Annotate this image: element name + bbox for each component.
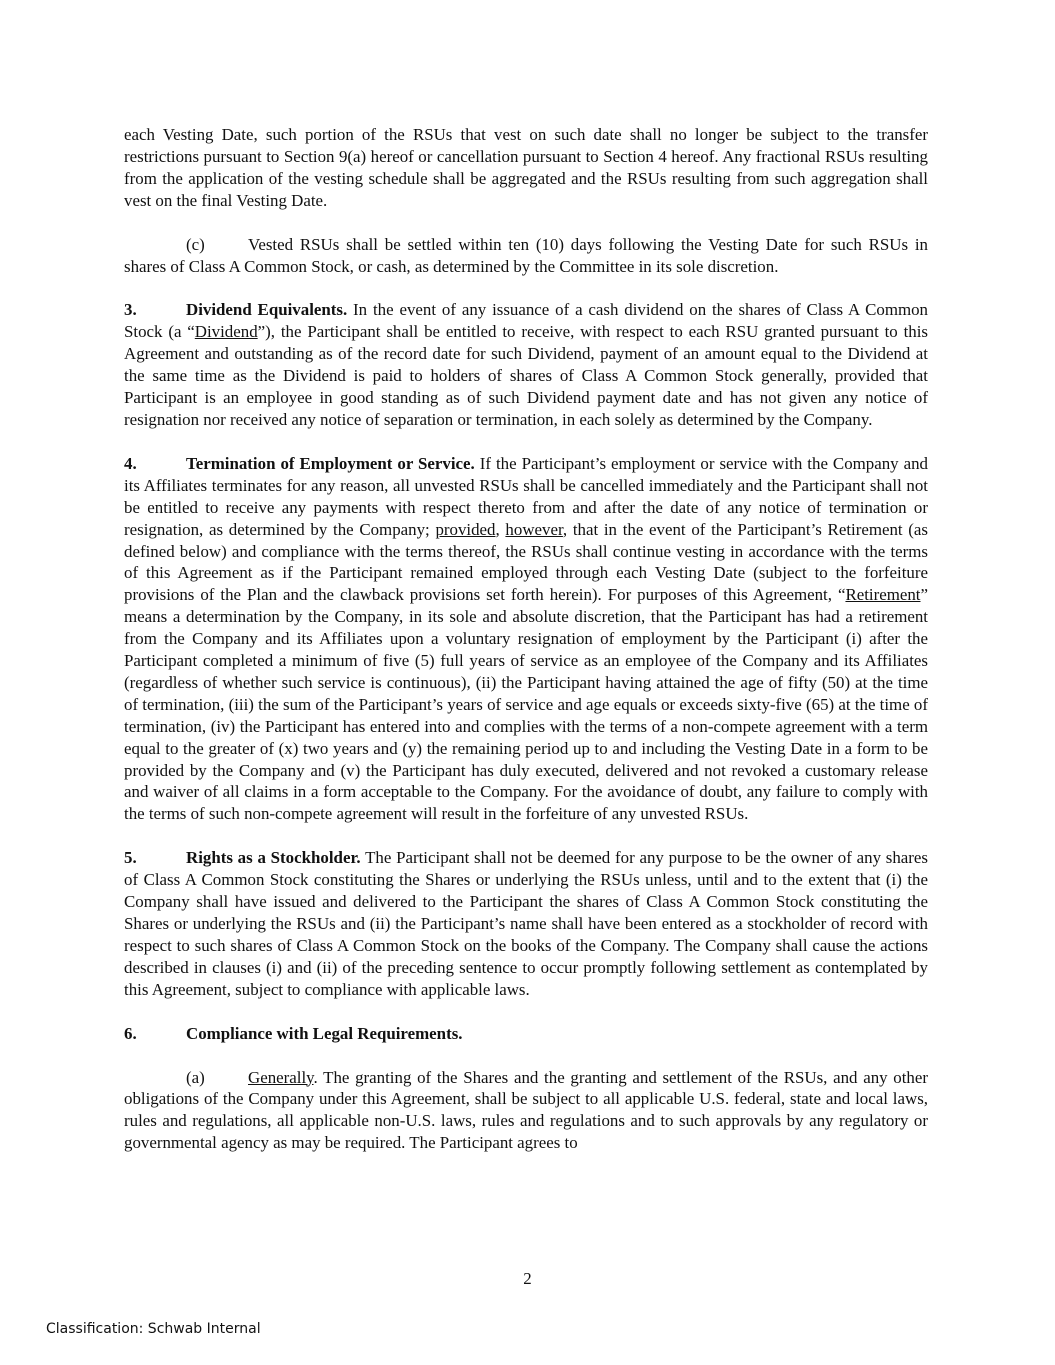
defined-term-dividend: Dividend [194, 322, 258, 342]
section-text-part-1: If the Participant’s employment or service with the Company and its Affiliates terminates for any reason, all unvested RSUs shall be cancelled immediately and the Participant shall not be entitled to receive any payments with respect thereto from and after the date of any notice of termination or resignation, as determined by the Company; [124, 453, 928, 539]
intro-text: each Vesting Date, such portion of the RSUs that vest on such date shall no longer be subject to the transfer restrictions pursuant to Section 9(a) hereof or cancellation pursuant to Section 4 hereof. Any fractional RSUs resulting from the application of the vesting schedule shall be aggregated and the RSUs resulting from such aggregation shall vest on the final Vesting Date. [124, 125, 928, 210]
section-number: 6. [124, 1023, 137, 1043]
section-3-dividend-equivalents [124, 299, 928, 430]
section-text-part-2: ”), the Participant shall be entitled to receive, with respect to each RSU granted pursuant to this Agreement and outstanding as of the record date for such Dividend, payment of an amount equal to the Dividend at the same time as the Dividend is paid to holders of shares of Class A Common Stock generally, provided that Participant is an employee in good standing as of such Dividend payment date and has not given any notice of resignation nor received any notice of separation or termination, in each solely as determined by the Company. [124, 322, 928, 429]
section-number: 3. [124, 300, 137, 320]
section-title: Termination of Employment or Service. [186, 453, 475, 473]
section-number: 4. [124, 453, 137, 473]
item-label: (c) [186, 234, 205, 254]
section-text-part-2: , that in the event of the Participant’s Retirement (as defined below) and compliance with the terms thereof, the RSUs shall continue vesting in accordance with the terms of this Agreement as if the Participant remained employed through each Vesting Date (subject to the forfeiture provisions of the Plan and the clawback provisions set forth herein). For purposes of this Agreement, “ [124, 519, 928, 605]
paragraph-2c [124, 234, 928, 278]
section-title: Dividend Equivalents. [186, 300, 348, 320]
section-title: Rights as a Stockholder. [186, 848, 361, 868]
term-however: however [505, 519, 563, 539]
item-label: (a) [186, 1067, 205, 1087]
comma-separator: , [495, 519, 506, 539]
term-provided: provided [435, 519, 496, 539]
classification-label: Classification: Schwab Internal [46, 1321, 261, 1337]
page-number: 2 [523, 1269, 532, 1288]
section-title: Compliance with Legal Requirements. [186, 1023, 463, 1043]
section-text-part-1: In the event of any issuance of a cash dividend on the shares of Class A Common Stock (a “ [124, 300, 928, 342]
item-text: Vested RSUs shall be settled within ten (10) days following the Vesting Date for such RSUs in shares of Class A Common Stock, or cash, as determined by the Committee in its sole discretion. [124, 234, 928, 276]
defined-term-retirement: Retirement [845, 585, 921, 605]
section-number: 5. [124, 848, 137, 868]
section-4-termination [124, 453, 928, 825]
item-text: . The granting of the Shares and the granting and settlement of the RSUs, and any other obligations of the Company under this Agreement, shall be subject to all applicable U.S. federal, state and local laws, rules and regulations, all applicable non-U.S. laws, rules and regulations and to such approvals by any regulatory or governmental agency as may be required. The Participant agrees to [124, 1067, 928, 1153]
term-generally: Generally [248, 1067, 314, 1087]
section-text-part-3: ” means a determination by the Company, in its sole and absolute discretion, that the Participant has had a retirement from the Company and its Affiliates upon a voluntary resignation of employment by the Participant (i) after the Participant completed a minimum of five (5) full years of service as an employee of the Company and its Affiliates (regardless of whether such service is continuous), (ii) the Participant having attained the age of fifty (50) at the time of termination, (iii) the sum of the Participant’s years of service and age equals or exceeds sixty-five (65) at the time of termination, (iv) the Participant has entered into and complies with the terms of a non-compete agreement with a term equal to the greater of (x) two years and (y) the remaining period up to and including the Vesting Date in a form to be provided by the Company and (v) the Participant has duly executed, delivered and not revoked a customary release and waiver of all claims in a form acceptable to the Company. For the avoidance of doubt, any failure to comply with the terms of such non-compete agreement will result in the forfeiture of any unvested RSUs. [124, 585, 928, 824]
document-page [124, 124, 928, 1154]
section-text: The Participant shall not be deemed for any purpose to be the owner of any shares of Class A Common Stock constituting the Shares or underlying the RSUs unless, until and to the extent that (i) the Company shall have issued and delivered to the Participant the shares of Class A Common Stock constituting the Shares or underlying the RSUs and (ii) the Participant’s name shall have been entered as a stockholder of record with respect to such shares of Class A Common Stock on the books of the Company. The Company shall cause the actions described in clauses (i) and (ii) of the preceding sentence to occur promptly following settlement as contemplated by this Agreement, subject to compliance with applicable laws. [124, 848, 928, 999]
paragraph-6a [124, 1067, 928, 1155]
intro-paragraph [124, 124, 928, 212]
section-5-rights-as-stockholder [124, 847, 928, 1000]
section-6-heading [124, 1023, 928, 1045]
